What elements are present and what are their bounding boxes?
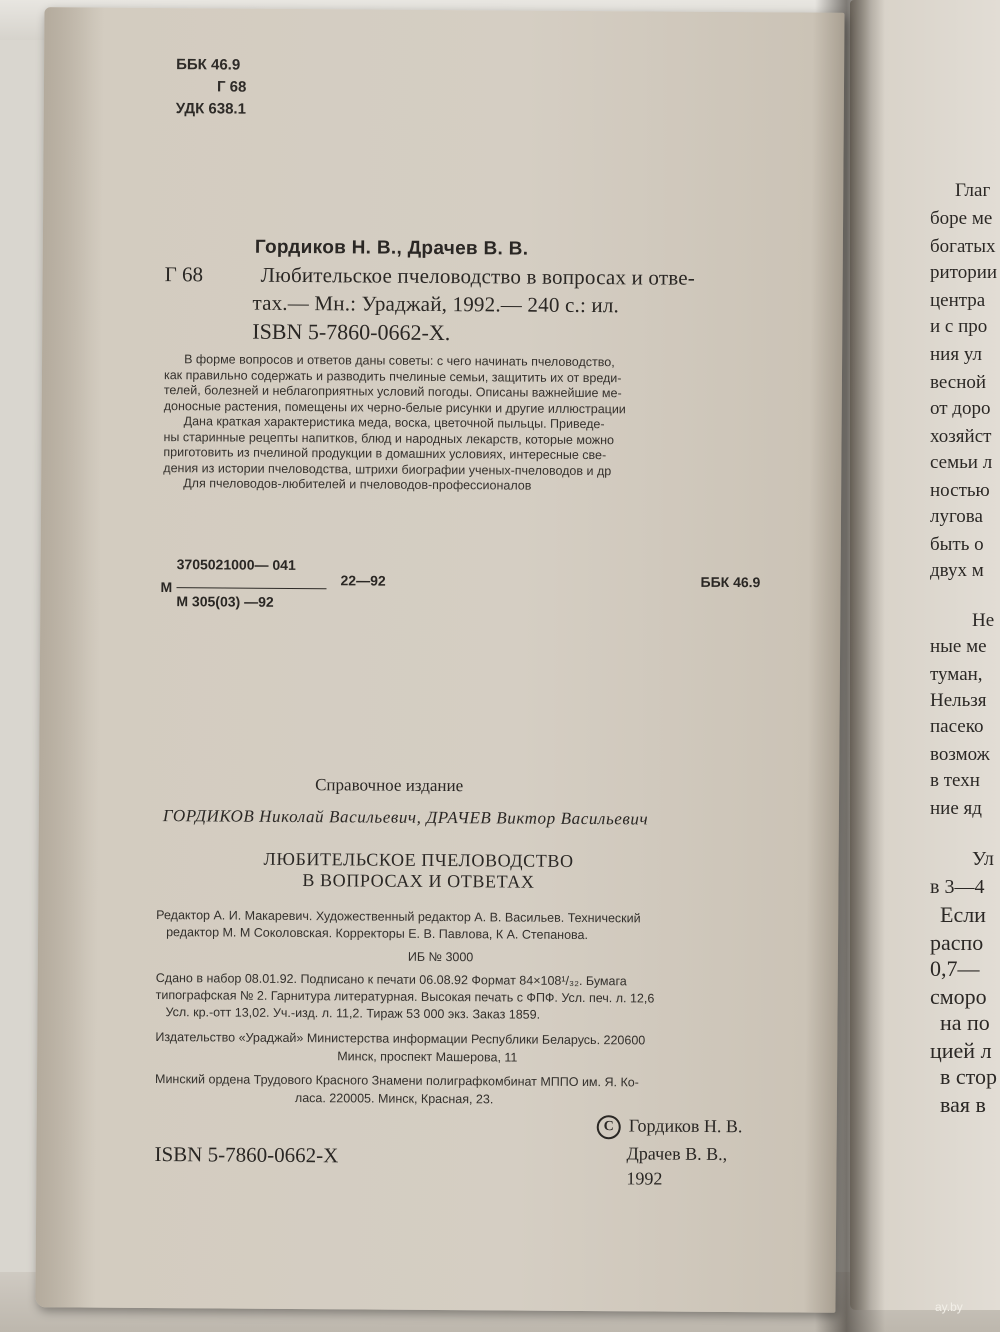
right-page-fragment: семьи л — [930, 452, 993, 473]
bbk-right: ББК 46.9 — [700, 573, 761, 591]
authors-full: ГОРДИКОВ Николай Васильевич, ДРАЧЕВ Виктор Васильевич — [162, 806, 649, 829]
annotation-line: телей, болезней и неблагоприятных условий погоды. Описаны важнейшие ме- — [163, 383, 622, 401]
publisher-line1: Издательство «Ураджай» Министерства информации Республики Беларусь. 220600 — [155, 1030, 646, 1048]
copyright-year: 1992 — [626, 1168, 663, 1189]
book-title-line1: ЛЮБИТЕЛЬСКОЕ ПЧЕЛОВОДСТВО — [263, 848, 574, 871]
printer-line1: Минский ордена Трудового Красного Знамени полиграфкомбинат МППО им. Я. Ко- — [155, 1072, 639, 1090]
editors-line1: Редактор А. И. Макаревич. Художественный редактор А. В. Васильев. Технический — [156, 908, 641, 926]
copyright-icon: C — [597, 1115, 621, 1139]
right-page-fragment: боре ме — [930, 208, 993, 229]
right-page-fragment: вая в — [940, 1092, 986, 1117]
right-page-fragment: Если — [940, 902, 986, 927]
right-page-fragment: в стор — [940, 1064, 997, 1089]
code-numerator: 3705021000— 041 — [176, 556, 296, 573]
book-title-line2: В ВОПРОСАХ И ОТВЕТАХ — [302, 870, 535, 892]
annotation-line: как правильно содержать и разводить пчелиные семьи, защитить их от вреди- — [163, 367, 622, 385]
right-page-fragment: 0,7— — [930, 956, 980, 981]
annotation-line: Для пчеловодов-любителей и пчеловодов-профессионалов — [183, 476, 532, 493]
right-page-fragment: лугова — [930, 506, 983, 527]
right-page-fragment: Не — [972, 610, 995, 631]
copyright-block — [596, 1115, 742, 1190]
right-page-fragment: возмож — [930, 744, 990, 765]
right-page-fragment: от доро — [930, 398, 991, 419]
right-page-fragment: ностью — [930, 480, 990, 501]
right-page-fragment: двух м — [930, 560, 984, 581]
annotation-line: доносные растения, помещены их черно-белые рисунки и другие иллюстрации — [163, 398, 626, 416]
annotation-line: Дана краткая характеристика меда, воска, цветочной пыльцы. Приведе- — [183, 414, 605, 432]
book-title — [218, 848, 618, 893]
right-page-fragment: ния ул — [930, 344, 982, 365]
right-page-fragment: цией л — [930, 1038, 992, 1063]
right-page-fragment: Нельзя — [930, 690, 987, 711]
right-page-fragment: весной — [930, 372, 987, 393]
right-page-fragment: быть о — [930, 534, 984, 555]
right-page-fragment: и с про — [930, 316, 988, 337]
g68-code: Г 68 — [216, 78, 247, 96]
page-edge-shading — [35, 7, 104, 1307]
right-page-fragment: на по — [940, 1010, 990, 1035]
copyright-line1 — [597, 1115, 743, 1140]
footer-isbn: ISBN 5-7860-0662-X — [154, 1142, 339, 1168]
udk-code: УДК 638.1 — [175, 100, 247, 118]
right-page-fragment: ритории — [930, 262, 998, 283]
annotation-line: дения из истории пчеловодства, штрихи биографии ученых-пчеловодов и др — [163, 460, 612, 478]
copyright-holder1: Гордиков Н. В. — [628, 1115, 743, 1137]
ib-number: ИБ № 3000 — [407, 949, 474, 965]
fraction-rule — [176, 587, 326, 589]
right-page-fragment: сморо — [930, 984, 987, 1009]
print-line2: типографская № 2. Гарнитура литературная. Высокая печать с ФПФ. Усл. печ. л. 12,6 — [155, 988, 655, 1006]
catalog-annotation — [163, 352, 784, 496]
reference-edition: Справочное издание — [315, 775, 464, 796]
copyright-line2: Драчев В. В., — [626, 1143, 728, 1165]
right-page-fragment: пасеко — [930, 716, 984, 737]
right-page-fragment: ние яд — [930, 798, 982, 819]
catalog-authors: Гордиков Н. В., Драчев В. В. — [254, 236, 529, 260]
right-page-fragment: центра — [930, 290, 986, 311]
annotation-line: ны старинные рецепты напитков, блюд и народных лекарств, которые можно — [163, 429, 615, 447]
bbk-code: ББК 46.9 — [176, 56, 241, 74]
printer-line2: ласа. 220005. Минск, Красная, 23. — [294, 1090, 494, 1107]
left-page — [35, 7, 844, 1313]
right-page-fragment: хозяйст — [930, 426, 992, 447]
right-page-fragment: в 3—4 — [930, 876, 985, 898]
annotation-line: приготовить из пчелиной продукции в домашних условиях, интересные све- — [163, 445, 607, 463]
code-side: 22—92 — [340, 572, 386, 589]
print-line1: Сдано в набор 08.01.92. Подписано к печати 06.08.92 Формат 84×108¹/₃₂. Бумага — [155, 971, 627, 989]
annotation-line: В форме вопросов и ответов даны советы: с чего начинать пчеловодство, — [184, 352, 615, 370]
right-page-fragment: Ул — [972, 848, 994, 870]
catalog-title-line1: Любительское пчеловодство в вопросах и отве- — [260, 262, 696, 290]
right-page-fragment: богатых — [930, 236, 996, 257]
right-page-fragment: в техн — [930, 770, 980, 791]
code-m: М — [160, 579, 173, 596]
right-page-fragment: Глаг — [955, 180, 991, 201]
right-page-fragment: распо — [930, 930, 984, 955]
editors-line2: редактор М. М Соколовская. Корректоры Е. В. Павлова, К А. Степанова. — [166, 925, 589, 943]
catalog-title-line2: тах.— Мн.: Ураджай, 1992.— 240 с.: ил. — [252, 290, 620, 318]
right-page-fragment: ные ме — [930, 636, 987, 657]
print-line3: Усл. кр.-отт 13,02. Уч.-изд. л. 11,2. Тираж 53 000 экз. Заказ 1859. — [165, 1005, 541, 1022]
right-page-fragment: туман, — [930, 664, 983, 685]
publisher-line2: Минск, проспект Машерова, 11 — [337, 1049, 518, 1065]
catalog-index: Г 68 — [164, 262, 204, 287]
code-denominator: М 305(03) —92 — [176, 593, 274, 610]
catalog-isbn: ISBN 5-7860-0662-X. — [252, 318, 451, 346]
watermark: ay.by — [935, 1300, 963, 1314]
